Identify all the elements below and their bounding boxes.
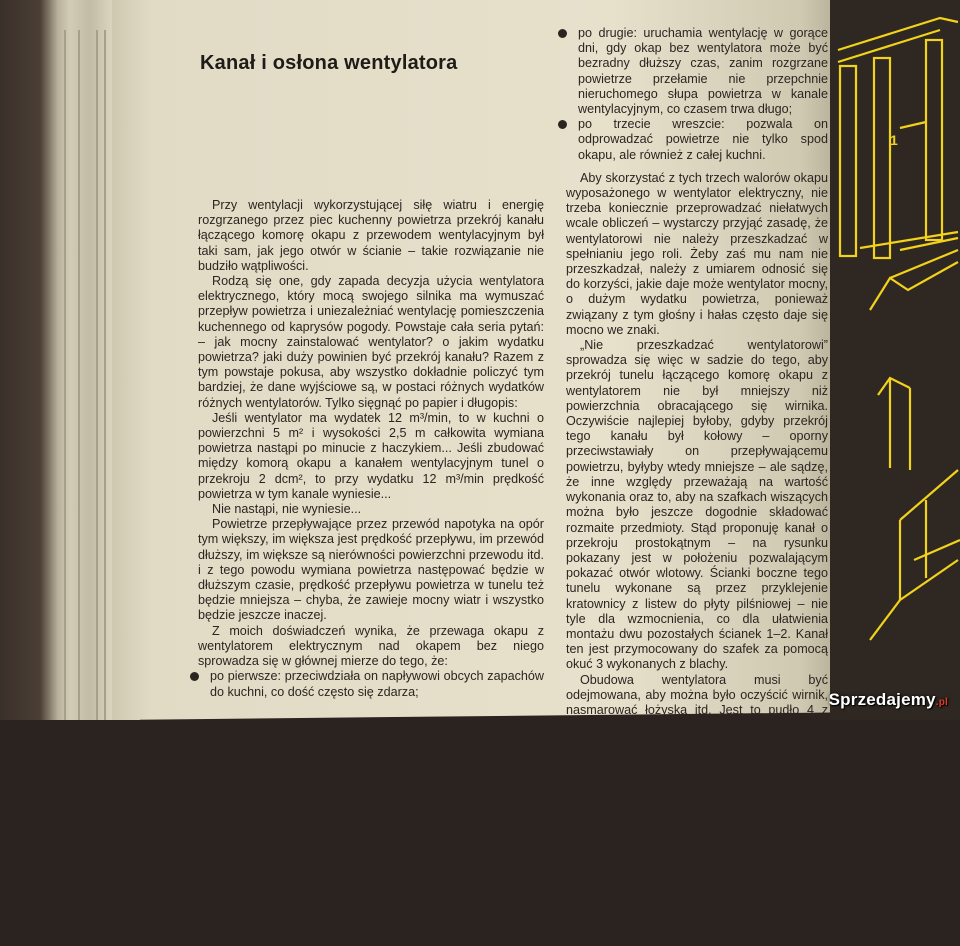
bullet-text: po drugie: uruchamia wentylację w gorące dni, gdy okap bez wentylatora może być bezradny dłuższy czas, zanim rozgrzane powietrze przełamie nie przepchnie nieruchomego słupa powietrza w kanale wentylacyjnym, co czasem trwa długo;: [578, 26, 828, 117]
bullet-item: [566, 117, 828, 163]
paragraph: Klapka 7 wykonana jest z cienkiej płyty pilśniowej, do której przyklejona jest rurka aluminiowa. Oś obrotu klapki przetknięta jest przez listwy osłony i sklejona z rurką. Krótki przewód plastykowy 8 łączy oś klapki z mechanizmem zmieniającym jej położenie.: [566, 809, 828, 900]
paragraph: Powietrze przepływające przez przewód napotyka na opór tym większy, im większa jest prędkość przepływu, im przewód dłuższy, im większe są nierówności powierzchni przewodu itd. i z tego powodu wymiana powietrza następować będzie w dłuższym czasie, prędkość przepływu powietrza w tunelu też będzie mniejsza – chyba, że zawieje mocny wiatr i wszystko będzie jeszcze inaczej.: [198, 517, 544, 623]
paragraph: Nie nastąpi, nie wyniesie...: [212, 502, 362, 517]
bullet-item: [566, 26, 828, 117]
page-edge: [104, 30, 106, 720]
page-edge: [64, 30, 66, 720]
technical-drawing: [830, 0, 960, 720]
paragraph: „Nie przeszkadzać wentylatorowi” sprowadza się więc w sadzie do tego, aby przekrój tunelu łączącego komorę okapu z wentylatorem nie był mniejszy niż powierzchnia obracającego się wirnika. Oczywiście najlepiej byłoby, gdyby przekrój tego kanału był kołowy – oporny przeciwstawiały on przepływającemu powietrzu, byłyby wtedy mniejsze – ale sądzę, że inne względy przeważają na wartość wykonania oraz to, aby na szafkach wiszących można było jeszcze dogodnie składować rozmaite przedmioty. Stąd proponuję kanał o przekroju prostokątnym – na rysunku pokazany jest w położeniu pozwalającym pokazać otwór wlotowy. Ścianki boczne tego tunelu wykonane są przez przyklejenie kratownicy z listew do płyty pilśniowej – nie tyle dla wzmocnienia, co dla ułatwienia montażu dwu pozostałych ścianek 1–2. Kanał ten jest przymocowany do szafek za pomocą okuć 3 wykonanych z blachy.: [566, 338, 828, 672]
paragraph: Obudowa wentylatora musi być odejmowana, aby można było oczyścić wirnik, nasmarować łożyska itd. Jest to pudło 4 z listew i płyt pilśniowych, bez jednej ściany, przykręcane tą stroną dostawione jest do muru w miejscu zabudowy wentylatora. Osłona ma dwa otwór 5 do połączenia jej z tunelem oraz mały otwór 6 z klapką, przez którą odsysane jest powietrze spod sufitu kuchni.: [566, 672, 828, 809]
paragraph: Wszystkie szczeliny między tunelem a osłoną oraz osłoną a ścianą należy zatkać Autokitem.: [566, 900, 828, 945]
paragraph: Jeśli wentylator ma wydatek 12 m³/min, to w kuchni o powierzchni 5 m² i wysokości 2,5 m całkowita wymiana powietrza nastąpi po minucie z haczykiem... Jeśli zbudować między komorą okapu a kanałem wentylacyjnym tunel o przekroju 2 dcm², to przy wydatku 12 m³/min prędkość powietrza w tym kanale wyniesie...: [198, 410, 544, 501]
watermark-suffix: .pl: [935, 697, 948, 708]
article-title: Kanał i osłona wentylatora: [200, 52, 458, 74]
paragraph: Aby skorzystać z tych trzech walorów okapu wyposażonego w wentylator elektryczny, nie trzeba koniecznie przeprowadzać niełatwych wcale obliczeń – wystarczy przyjąć zasadę, że wentylatorowi nie należy przeszkadzać w spełnianiu jego roli. Żeby zaś mu nam nie przeszkadzał, należy z umiarem odnosić się do korzyści, jakie daje może wentylator mocny, o dużym wydatku powietrza, ponieważ związany z tym głośny i hałas często daje się mocno we znaki.: [566, 170, 828, 337]
paragraph: Przy wentylacji wykorzystującej siłę wiatru i energię rozgrzanego przez piec kuchenny powietrza przekrój kanału łączącego komorę okapu z przewodem wentylacyjnym był taki sam, jak jego otwór w ścianie – takie rozwiązanie nie budziło wątpliwości.: [198, 198, 544, 273]
bullet-item: [198, 669, 544, 699]
figure-label-1: 1: [890, 132, 898, 148]
page-edge: [78, 30, 80, 720]
site-watermark: [829, 690, 948, 710]
bullet-text: po trzecie wreszcie: pozwala on odprowadzać powietrze nie tylko spod okapu, ale również z całej kuchni.: [578, 117, 828, 162]
bullet-dot-icon: [190, 672, 199, 681]
page-edge: [96, 30, 98, 720]
right-column: [566, 26, 828, 946]
paragraph: Rodzą się one, gdy zapada decyzja użycia wentylatora elektrycznego, który mocą swojego silnika ma wymuszać przepływ powietrza i uniezależniać wentylację pomieszczenia kuchennego od kaprysów pogody. Powstaje cała seria pytań: – jak mocny zainstalować wentylator? o jakim wydatku powietrza? jaki duży powinien być przekrój kanału? Razem z tym powstaje pokusa, aby wszystko dokładnie policzyć tym bardziej, że dane wyjściowe są, w postaci różnych wydatków różnych wentylatorów. Tylko sięgnąć po papier i długopis:: [198, 274, 544, 410]
bullet-dot-icon: [558, 29, 567, 38]
bullet-dot-icon: [558, 120, 567, 129]
paragraph: Z moich doświadczeń wynika, że przewaga okapu z wentylatorem elektrycznym nad okapem bez niego sprowadza się w głównej mierze do tego, że:: [198, 623, 544, 669]
figure-panel: [830, 0, 960, 720]
watermark-brand: Sprzedajemy: [828, 690, 936, 709]
left-column: [198, 198, 544, 700]
bullet-text: po pierwsze: przeciwdziała on napływowi obcych zapachów do kuchni, co dość często się zdarza;: [210, 669, 544, 699]
